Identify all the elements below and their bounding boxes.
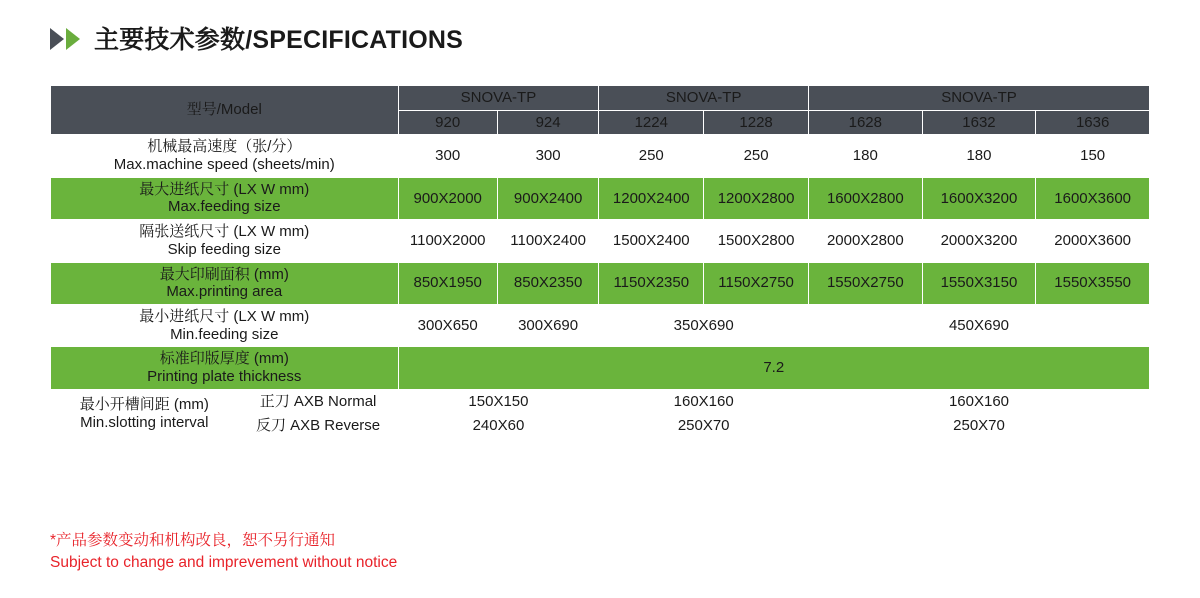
cell-value: 160X160 xyxy=(809,389,1150,414)
cell-value: 850X1950 xyxy=(398,262,497,304)
table-row xyxy=(51,220,1150,262)
cell-value: 1150X2750 xyxy=(704,262,809,304)
model-1228: 1228 xyxy=(704,110,809,135)
table-row xyxy=(51,135,1150,177)
row-label-skip-feeding-size: 隔张送纸尺寸 (LX W mm) Skip feeding size xyxy=(51,220,399,262)
cell-value: 1200X2800 xyxy=(704,177,809,219)
model-924: 924 xyxy=(497,110,599,135)
table-row xyxy=(51,262,1150,304)
cell-value: 1100X2400 xyxy=(497,220,599,262)
cell-value: 450X690 xyxy=(809,304,1150,346)
model-1636: 1636 xyxy=(1036,110,1150,135)
cell-value: 1600X3600 xyxy=(1036,177,1150,219)
cell-value: 300X690 xyxy=(497,304,599,346)
footnote-line-en: Subject to change and imprevement without notice xyxy=(50,554,398,572)
cell-value: 850X2350 xyxy=(497,262,599,304)
row-label-min-slotting-interval: 最小开槽间距 (mm) Min.slotting interval xyxy=(51,389,239,438)
table-header-group-row xyxy=(51,86,1150,111)
cell-value: 1500X2400 xyxy=(599,220,704,262)
cell-value: 300 xyxy=(398,135,497,177)
model-1224: 1224 xyxy=(599,110,704,135)
model-group-3: SNOVA-TP xyxy=(809,86,1150,111)
cell-value: 2000X3200 xyxy=(922,220,1036,262)
cell-value: 1550X3550 xyxy=(1036,262,1150,304)
page-heading xyxy=(50,20,463,56)
double-triangle-icon xyxy=(50,28,80,50)
row-label-max-printing-area: 最大印刷面积 (mm) Max.printing area xyxy=(51,262,399,304)
model-1632: 1632 xyxy=(922,110,1036,135)
model-header-cell: 型号/Model xyxy=(51,86,399,135)
cell-value: 1600X2800 xyxy=(809,177,923,219)
cell-value: 1600X3200 xyxy=(922,177,1036,219)
row-label-max-machine-speed: 机械最高速度（张/分） Max.machine speed (sheets/min) xyxy=(51,135,399,177)
cell-value: 1550X3150 xyxy=(922,262,1036,304)
cell-value: 180 xyxy=(809,135,923,177)
cell-value: 150X150 xyxy=(398,389,599,414)
cell-value: 1150X2350 xyxy=(599,262,704,304)
model-group-1: SNOVA-TP xyxy=(398,86,599,111)
model-1628: 1628 xyxy=(809,110,923,135)
cell-value: 2000X2800 xyxy=(809,220,923,262)
cell-value: 250 xyxy=(704,135,809,177)
cell-value: 250X70 xyxy=(599,414,809,439)
sub-label-normal: 正刀 AXB Normal xyxy=(238,389,398,414)
cell-value: 900X2000 xyxy=(398,177,497,219)
table-row xyxy=(51,304,1150,346)
model-920: 920 xyxy=(398,110,497,135)
cell-value: 350X690 xyxy=(599,304,809,346)
row-label-max-feeding-size: 最大进纸尺寸 (LX W mm) Max.feeding size xyxy=(51,177,399,219)
cell-value: 180 xyxy=(922,135,1036,177)
page-title: 主要技术参数/SPECIFICATIONS xyxy=(94,26,464,54)
footnote-line-cn: *产品参数变动和机构改良，恕不另行通知 xyxy=(50,532,336,549)
row-label-printing-plate-thickness: 标准印版厚度 (mm) Printing plate thickness xyxy=(51,347,399,389)
cell-value: 300X650 xyxy=(398,304,497,346)
cell-value: 1200X2400 xyxy=(599,177,704,219)
cell-value: 900X2400 xyxy=(497,177,599,219)
cell-value: 250 xyxy=(599,135,704,177)
model-group-2: SNOVA-TP xyxy=(599,86,809,111)
sub-label-reverse: 反刀 AXB Reverse xyxy=(238,414,398,439)
row-label-min-feeding-size: 最小进纸尺寸 (LX W mm) Min.feeding size xyxy=(51,304,399,346)
cell-value: 160X160 xyxy=(599,389,809,414)
cell-value: 240X60 xyxy=(398,414,599,439)
cell-value: 150 xyxy=(1036,135,1150,177)
cell-value: 300 xyxy=(497,135,599,177)
cell-value: 1100X2000 xyxy=(398,220,497,262)
cell-value: 2000X3600 xyxy=(1036,220,1150,262)
cell-value: 1500X2800 xyxy=(704,220,809,262)
specifications-table xyxy=(50,85,1150,439)
cell-value: 7.2 xyxy=(398,347,1149,389)
cell-value: 250X70 xyxy=(809,414,1150,439)
table-row xyxy=(51,389,1150,414)
footnote xyxy=(50,530,397,575)
cell-value: 1550X2750 xyxy=(809,262,923,304)
table-row xyxy=(51,177,1150,219)
table-row xyxy=(51,347,1150,389)
